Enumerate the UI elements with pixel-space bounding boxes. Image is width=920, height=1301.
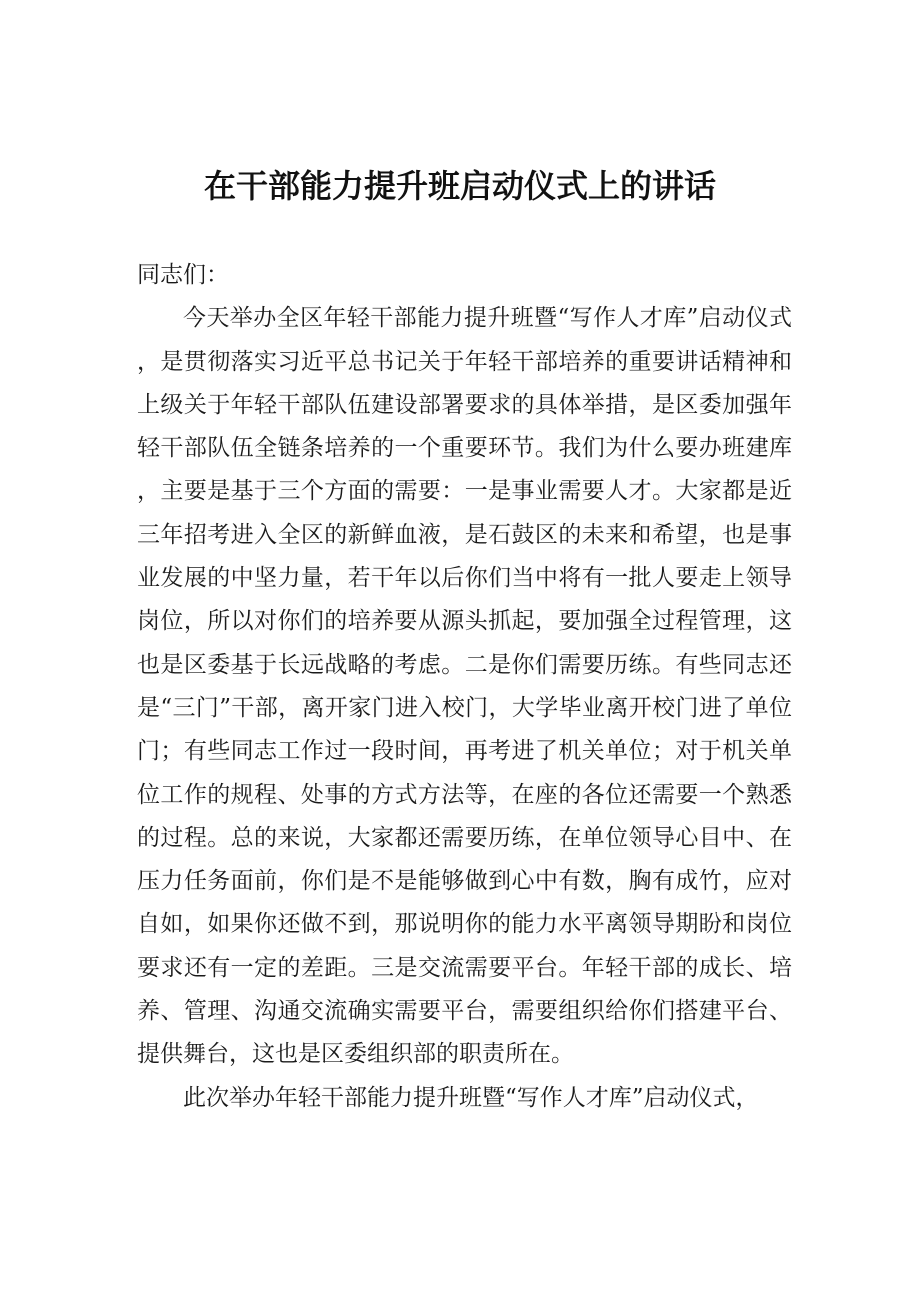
paragraph: 今天举办全区年轻干部能力提升班暨“写作人才库”启动仪式，是贯彻落实习近平总书记关于年轻干部培养的重要讲话精神和上级关于年轻干部队伍建设部署要求的具体举措，是区委加强年轻干部队伍全链条培养的一个重要环节。我们为什么要办班建库，主要是基于三个方面的需要：一是事业需要人才。大家都是近三年招考进入全区的新鲜血液，是石鼓区的未来和希望，也是事业发展的中坚力量，若干年以后你们当中将有一批人要走上领导岗位，所以对你们的培养要从源头抓起，要加强全过程管理，这也是区委基于长远战略的考虑。二是你们需要历练。有些同志还是“三门”干部，离开家门进入校门，大学毕业离开校门进了单位门；有些同志工作过一段时间，再考进了机关单位；对于机关单位工作的规程、处事的方式方法等，在座的各位还需要一个熟悉的过程。总的来说，大家都还需要历练，在单位领导心目中、在压力任务面前，你们是不是能够做到心中有数，胸有成竹，应对自如，如果你还做不到，那说明你的能力水平离领导期盼和岗位要求还有一定的差距。三是交流需要平台。年轻干部的成长、培养、管理、沟通交流确实需要平台，需要组织给你们搭建平台、提供舞台，这也是区委组织部的职责所在。: [137, 305, 792, 1068]
document-body: [137, 254, 792, 1120]
paragraph: 此次举办年轻干部能力提升班暨“写作人才库”启动仪式，: [183, 1084, 759, 1111]
page-title: 在干部能力提升班启动仪式上的讲话: [203, 167, 716, 205]
greeting: 同志们：: [137, 262, 229, 288]
